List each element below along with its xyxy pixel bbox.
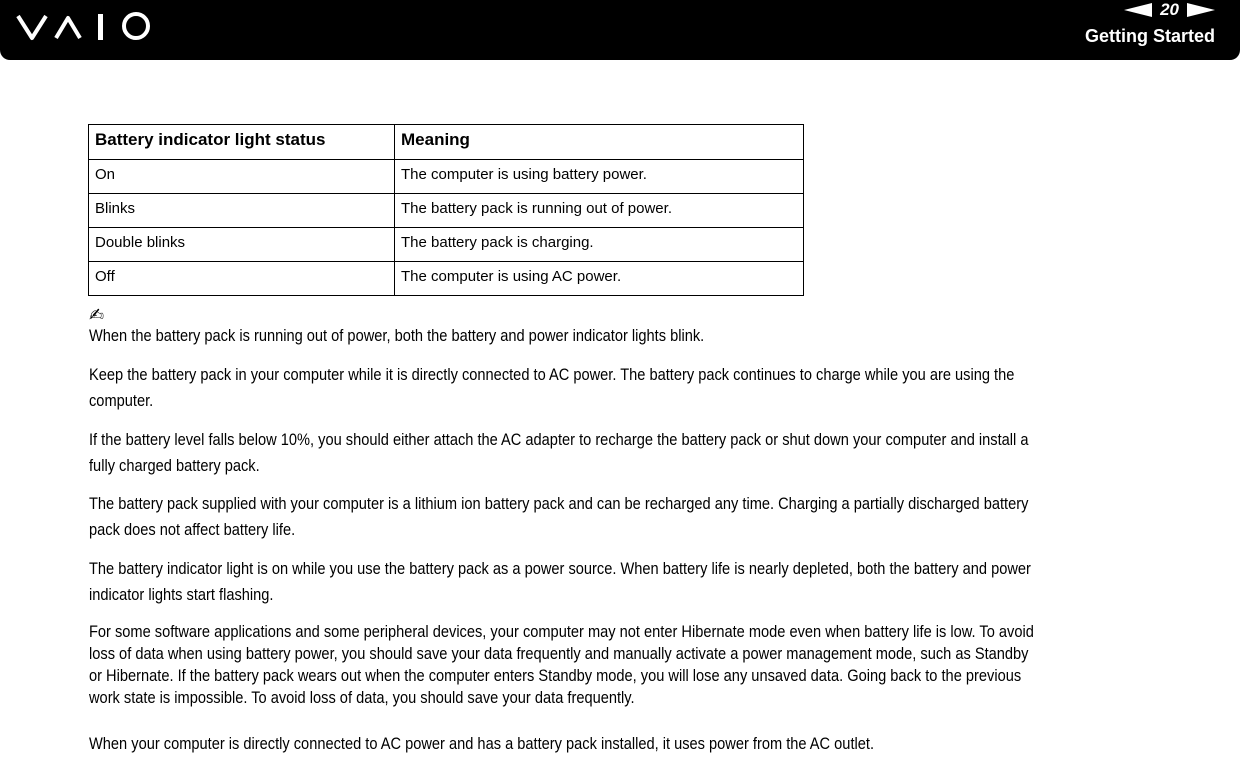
paragraph: The battery indicator light is on while you use the battery pack as a power source. When battery life is nearly depleted, both the battery and power indicator lights start flashing.: [89, 559, 1031, 604]
meaning-cell: The battery pack is charging.: [395, 228, 804, 262]
page-number: 20: [1160, 0, 1179, 19]
status-cell: Double blinks: [89, 228, 395, 262]
note-pen-icon: ✍: [89, 305, 105, 325]
meaning-cell: The battery pack is running out of power.: [395, 194, 804, 228]
note-text: When the battery pack is running out of power, both the battery and power indicator lights blink.: [89, 326, 705, 345]
page-header: [0, 0, 1240, 60]
table-row: [89, 262, 804, 296]
paragraph: When your computer is directly connected to AC power and has a battery pack installed, it uses power from the AC outlet.: [89, 734, 875, 753]
table-row: [89, 194, 804, 228]
column-header-status: Battery indicator light status: [89, 125, 395, 160]
paragraph: The battery pack supplied with your computer is a lithium ion battery pack and can be recharged any time. Charging a partially discharged battery pack does not affect battery life.: [89, 494, 1029, 539]
section-title: Getting Started: [1084, 26, 1215, 46]
status-cell: On: [89, 160, 395, 194]
meaning-cell: The computer is using AC power.: [395, 262, 804, 296]
status-cell: Blinks: [89, 194, 395, 228]
vaio-logo: [16, 8, 156, 42]
page-navigation: [1124, 0, 1215, 20]
meaning-cell: The computer is using battery power.: [395, 160, 804, 194]
paragraph: If the battery level falls below 10%, you should either attach the AC adapter to recharge the battery pack or shut down your computer and install a fully charged battery pack.: [89, 430, 1029, 475]
paragraph: For some software applications and some peripheral devices, your computer may not enter Hibernate mode even when battery life is low. To avoid loss of data when using battery power, you should save your data frequently and manually activate a power management mode, such as Standby or Hibernate. If the battery pack wears out when the computer enters Standby mode, you will lose any unsaved data. Going back to the previous work state is impossible. To avoid loss of data, you should save your data frequently.: [89, 622, 1034, 707]
status-cell: Off: [89, 262, 395, 296]
table-row: [89, 160, 804, 194]
column-header-meaning: Meaning: [395, 125, 804, 160]
table-header-row: [89, 125, 804, 160]
previous-page-icon[interactable]: [1124, 3, 1152, 17]
paragraph: Keep the battery pack in your computer while it is directly connected to AC power. The battery pack continues to charge while you are using the computer.: [89, 365, 1015, 410]
battery-status-table: [88, 124, 804, 296]
table-row: [89, 228, 804, 262]
next-page-icon[interactable]: [1187, 3, 1215, 17]
